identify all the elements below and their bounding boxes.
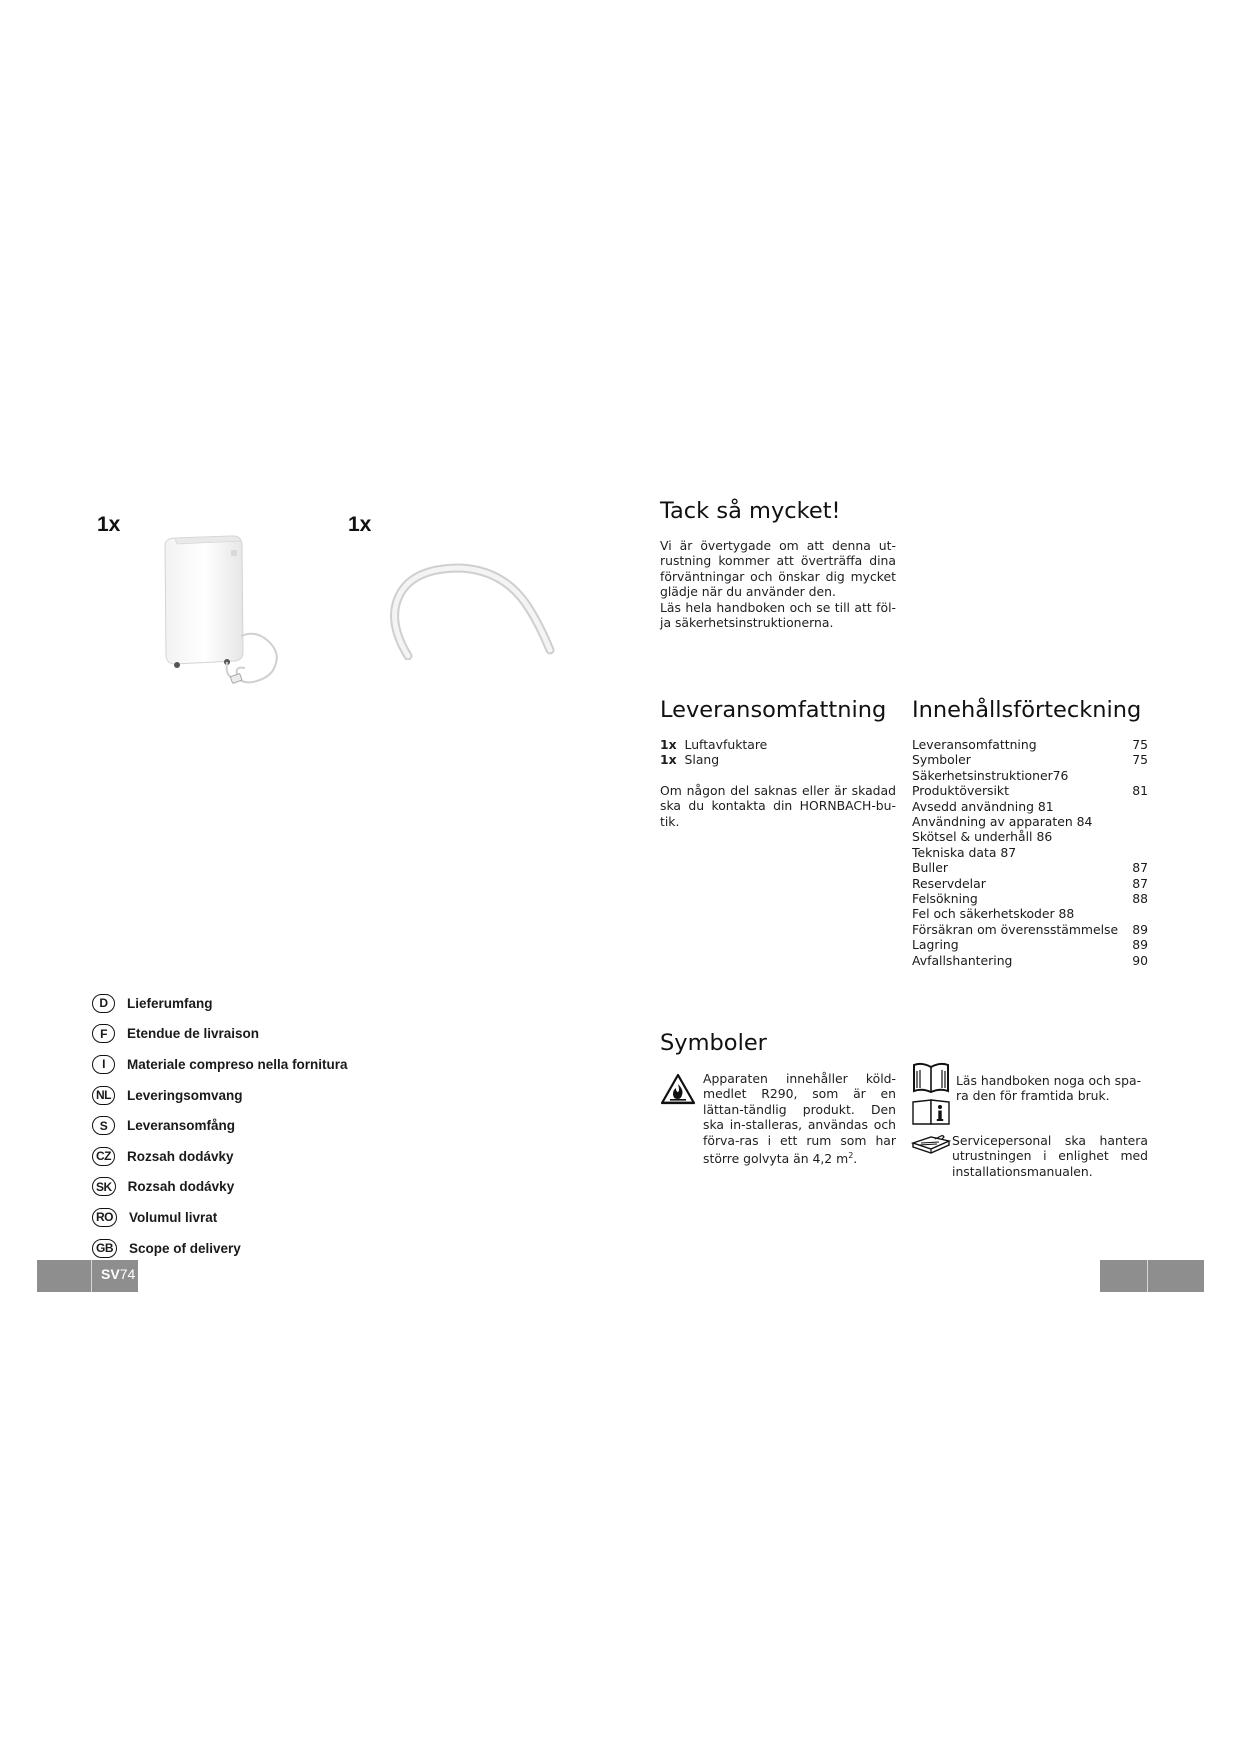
read-manual-icon xyxy=(911,1061,951,1095)
toc-entry[interactable] xyxy=(912,922,1148,937)
footer-divider xyxy=(1147,1260,1148,1292)
table-of-contents xyxy=(912,737,1148,968)
toc-entry-title: Tekniska data 87 xyxy=(912,844,1017,860)
flammable-warning-text xyxy=(703,1071,896,1167)
toc-entry-page: 88 xyxy=(1132,891,1148,907)
language-label: Scope of delivery xyxy=(129,1240,241,1256)
language-row-d xyxy=(92,988,472,1019)
language-code-badge: S xyxy=(92,1116,115,1135)
language-row-ro xyxy=(92,1202,472,1233)
toc-entry-page: 87 xyxy=(1132,875,1148,891)
delivery-qty: 1x xyxy=(660,737,677,752)
footer-divider xyxy=(91,1260,92,1292)
language-label: Volumul livrat xyxy=(129,1209,218,1225)
toc-entry[interactable] xyxy=(912,860,1148,875)
toc-entry-page: 90 xyxy=(1132,952,1148,968)
delivery-list xyxy=(660,737,896,829)
delivery-qty: 1x xyxy=(660,752,677,768)
superscript-2: 2 xyxy=(848,1151,854,1161)
toc-entry-page: 81 xyxy=(1132,783,1148,799)
toc-entry-title: Lagring xyxy=(912,937,959,953)
language-code-badge: F xyxy=(92,1024,115,1043)
qty-label-dehumidifier: 1x xyxy=(97,513,121,536)
language-label: Etendue de livraison xyxy=(127,1026,260,1042)
page-language-code: SV xyxy=(101,1266,120,1282)
toc-entry[interactable] xyxy=(912,953,1148,968)
delivery-name: Slang xyxy=(684,752,720,768)
language-row-gb xyxy=(92,1233,472,1264)
language-label: Leveransomfång xyxy=(127,1118,236,1134)
toc-entry-title: Försäkran om överensstämmelse xyxy=(912,921,1119,937)
delivery-name: Luftavfuktare xyxy=(684,737,768,752)
toc-entry[interactable] xyxy=(912,737,1148,752)
delivery-item xyxy=(660,752,896,767)
language-label: Leveringsomvang xyxy=(127,1087,243,1103)
toc-entry-title: Användning av apparaten 84 xyxy=(912,814,1093,830)
flammable-text: Apparaten innehåller köld-medlet R290, som är en lättan-tändlig produkt. Den ska in-stalleras, användas och förva-ras i ett rum som har större golvyta än 4,2 m xyxy=(703,1071,896,1167)
delivery-note: Om någon del saknas eller är skadad ska du kontakta din HORNBACH-bu-tik. xyxy=(660,782,896,829)
toc-entry[interactable] xyxy=(912,937,1148,952)
info-booklet-icon xyxy=(911,1098,951,1126)
toc-entry-title: Symboler xyxy=(912,752,971,768)
toc-entry-title: Avfallshantering xyxy=(912,952,1013,968)
language-label: Materiale compreso nella fornitura xyxy=(127,1056,348,1072)
language-list xyxy=(92,988,472,1263)
language-row-sk xyxy=(92,1172,472,1203)
toc-entry-page: 75 xyxy=(1132,737,1148,752)
toc-entry-title: Skötsel & underhåll 86 xyxy=(912,829,1053,845)
flammable-text-end: . xyxy=(853,1151,858,1167)
language-label: Rozsah dodávky xyxy=(127,1179,235,1195)
toc-entry[interactable] xyxy=(912,876,1148,891)
language-code-badge: I xyxy=(92,1055,115,1074)
language-code-badge: GB xyxy=(92,1239,117,1258)
service-manual-icon xyxy=(909,1133,951,1157)
hose-image xyxy=(380,560,560,660)
language-code-badge: CZ xyxy=(92,1147,115,1166)
delivery-heading: Leveransomfattning xyxy=(660,697,887,723)
toc-entry[interactable] xyxy=(912,845,1148,860)
toc-entry-page: 75 xyxy=(1132,752,1148,768)
language-row-cz xyxy=(92,1141,472,1172)
toc-entry-title: Produktöversikt xyxy=(912,783,1009,799)
toc-entry-title: Fel och säkerhetskoder 88 xyxy=(912,906,1075,922)
toc-entry-page: 87 xyxy=(1132,860,1148,876)
thanks-heading: Tack så mycket! xyxy=(660,498,841,524)
toc-entry-title: Felsökning xyxy=(912,891,978,907)
toc-entry[interactable] xyxy=(912,768,1148,783)
toc-entry-title: Säkerhetsinstruktioner76 xyxy=(912,767,1069,783)
delivery-item xyxy=(660,737,896,752)
thanks-paragraph: Läs hela handboken och se till att föl-ja säkerhetsinstruktionerna. xyxy=(660,599,896,631)
page-number-left xyxy=(101,1266,135,1282)
thanks-paragraph: Vi är övertygade om att denna ut-rustning kommer att överträffa dina förväntningar och önskar dig mycket glädje när du använder den. xyxy=(660,538,896,600)
toc-entry[interactable] xyxy=(912,891,1148,906)
read-manual-text: Läs handboken noga och spa-ra den för framtida bruk. xyxy=(956,1073,1142,1104)
language-row-nl xyxy=(92,1080,472,1111)
toc-entry[interactable] xyxy=(912,829,1148,844)
toc-heading: Innehållsförteckning xyxy=(912,697,1142,723)
language-row-i xyxy=(92,1049,472,1080)
dehumidifier-image xyxy=(155,532,295,692)
toc-entry-page: 89 xyxy=(1132,937,1148,953)
toc-entry[interactable] xyxy=(912,783,1148,798)
toc-entry-title: Reservdelar xyxy=(912,875,986,891)
language-row-f xyxy=(92,1019,472,1050)
language-code-badge: RO xyxy=(92,1208,117,1227)
language-row-s xyxy=(92,1110,472,1141)
toc-entry-title: Buller xyxy=(912,860,948,876)
qty-label-hose: 1x xyxy=(348,513,372,536)
language-label: Rozsah dodávky xyxy=(127,1148,234,1164)
toc-entry[interactable] xyxy=(912,799,1148,814)
toc-entry-title: Avsedd användning 81 xyxy=(912,798,1054,814)
language-code-badge: D xyxy=(92,994,115,1013)
toc-entry-page: 89 xyxy=(1132,921,1148,937)
thanks-text xyxy=(660,538,896,630)
symbols-heading: Symboler xyxy=(660,1030,767,1056)
toc-entry-title: Leveransomfattning xyxy=(912,737,1037,752)
language-label: Lieferumfang xyxy=(127,995,213,1011)
service-personnel-text: Servicepersonal ska hantera utrustningen i enlighet med installationsmanualen. xyxy=(952,1133,1148,1179)
toc-entry[interactable] xyxy=(912,752,1148,767)
toc-entry[interactable] xyxy=(912,906,1148,921)
page-number: 74 xyxy=(119,1266,136,1282)
language-code-badge: SK xyxy=(92,1177,116,1196)
toc-entry[interactable] xyxy=(912,814,1148,829)
footer-bar-right xyxy=(1100,1260,1204,1292)
flammable-warning-icon xyxy=(660,1073,696,1105)
language-code-badge: NL xyxy=(92,1086,115,1105)
